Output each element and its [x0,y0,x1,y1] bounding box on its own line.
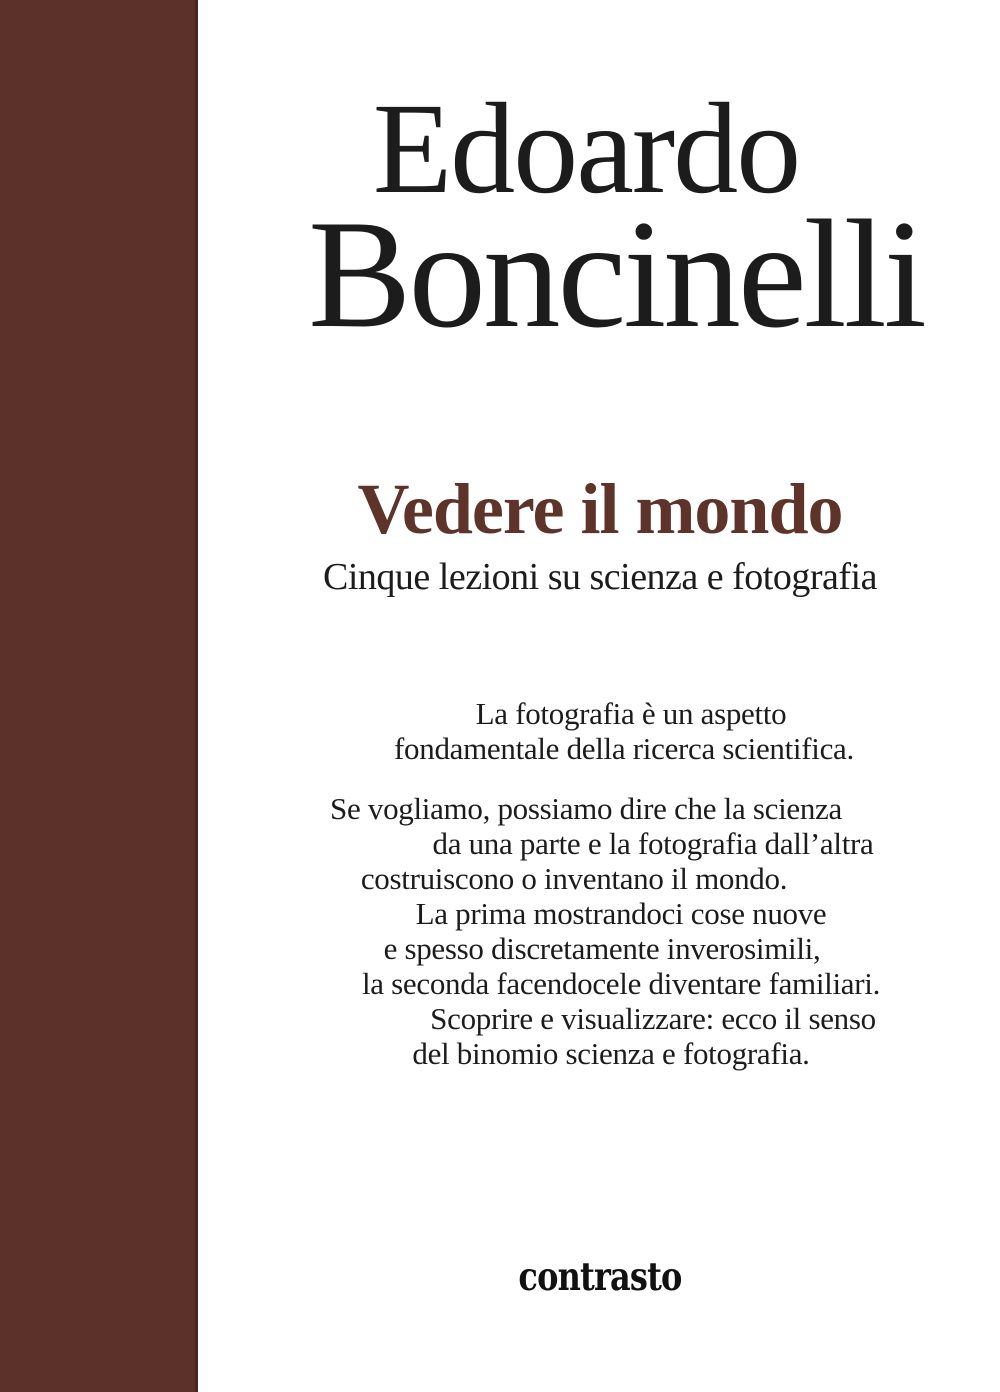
book-subtitle: Cinque lezioni su scienza e fotografia [323,556,877,598]
blurb-line-8: la seconda facendocele diventare familiari. [361,966,881,1001]
blurb-line-9: Scoprire e visualizzare: ecco il senso [430,1001,876,1036]
blurb-line-2: fondamentale della ricerca scientifica. [394,731,854,766]
blurb-paragraph-1 [200,696,1000,766]
blurb-line-6: La prima mostrandoci cose nuove [415,896,827,931]
author-first-name: Edoardo [372,77,800,221]
blurb-line-1: La fotografia è un aspetto [475,696,787,731]
blurb-line-7: e spesso discretamente inverosimili, [383,931,821,966]
blurb-line-3: Se vogliamo, possiamo dire che la scienza [330,791,842,826]
book-title: Vedere il mondo [357,469,843,549]
publisher-logo: contrasto [518,1254,682,1300]
blurb-paragraph-2 [200,791,1000,1071]
blurb-line-10: del binomio scienza e fotografia. [412,1036,810,1071]
author-last-name: Boncinelli [308,188,924,360]
blurb-line-4: da una parte e la fotografia dall’altra [432,826,874,861]
blurb-line-5: costruiscono o inventano il mondo. [360,861,788,896]
spine-band [0,0,198,1392]
